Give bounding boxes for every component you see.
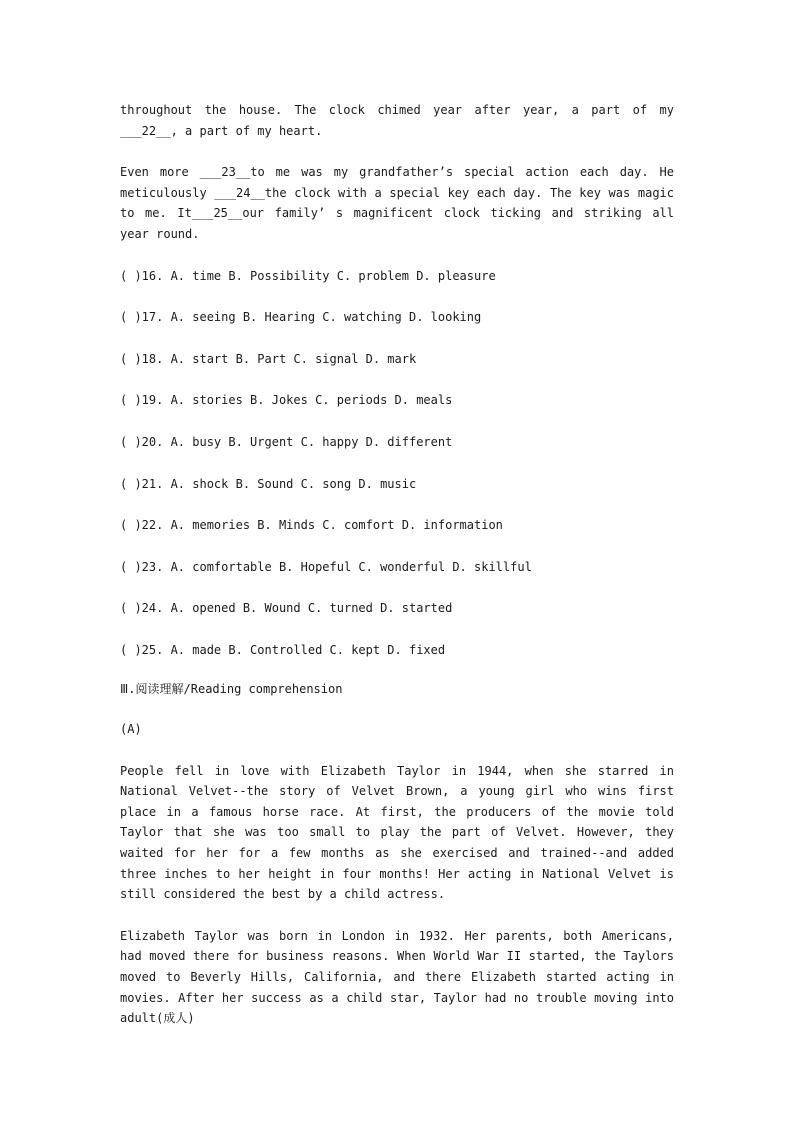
section-title-en: /Reading comprehension <box>183 681 343 696</box>
section-title-zh: 阅读理解 <box>135 681 184 696</box>
option-18: ( )18. A. start B. Part C. signal D. mark <box>120 351 417 366</box>
document-page <box>120 100 674 1050</box>
section-numeral: Ⅲ. <box>120 681 136 696</box>
paragraph-cloze-grandfather: Even more ___23__to me was my grandfather’s special action each day. He meticulously ___24__the clock with a special key each day. The key was magic to me. It___25__our family’ s magnificent clock ticking and striking all year round. <box>120 165 674 241</box>
options-list <box>120 266 674 661</box>
passage-label: (A) <box>120 722 142 737</box>
passage-paragraph-1: People fell in love with Elizabeth Taylor in 1944, when she starred in National Velvet--the story of Velvet Brown, a young girl who wins first place in a famous horse race. At first, the producers of the movie told Taylor that she was too small to play the part of Velvet. However, they waited for her for a few months as she exercised and trained--and added three inches to her height in four months! Her acting in National Velvet is still considered the best by a child actress. <box>120 763 674 902</box>
option-17: ( )17. A. seeing B. Hearing C. watching D. looking <box>120 310 482 325</box>
option-25: ( )25. A. made B. Controlled C. kept D. fixed <box>120 642 446 657</box>
option-20: ( )20. A. busy B. Urgent C. happy D. different <box>120 434 453 449</box>
option-23: ( )23. A. comfortable B. Hopeful C. wonderful D. skillful <box>120 559 532 574</box>
section-heading <box>120 679 674 700</box>
option-22: ( )22. A. memories B. Minds C. comfort D. information <box>120 518 503 533</box>
passage-paragraph-2: Elizabeth Taylor was born in London in 1932. Her parents, both Americans, had moved there for business reasons. When World War II started, the Taylors moved to Beverly Hills, California, and there Elizabeth started acting in movies. After her success as a child star, Taylor had no trouble moving into adult(成人) <box>120 928 674 1026</box>
option-21: ( )21. A. shock B. Sound C. song D. music <box>120 476 417 491</box>
option-19: ( )19. A. stories B. Jokes C. periods D. meals <box>120 393 453 408</box>
option-24: ( )24. A. opened B. Wound C. turned D. started <box>120 601 453 616</box>
paragraph-cloze-continuation: throughout the house. The clock chimed year after year, a part of my ___22__, a part of my heart. <box>120 103 674 138</box>
option-16: ( )16. A. time B. Possibility C. problem D. pleasure <box>120 268 496 283</box>
